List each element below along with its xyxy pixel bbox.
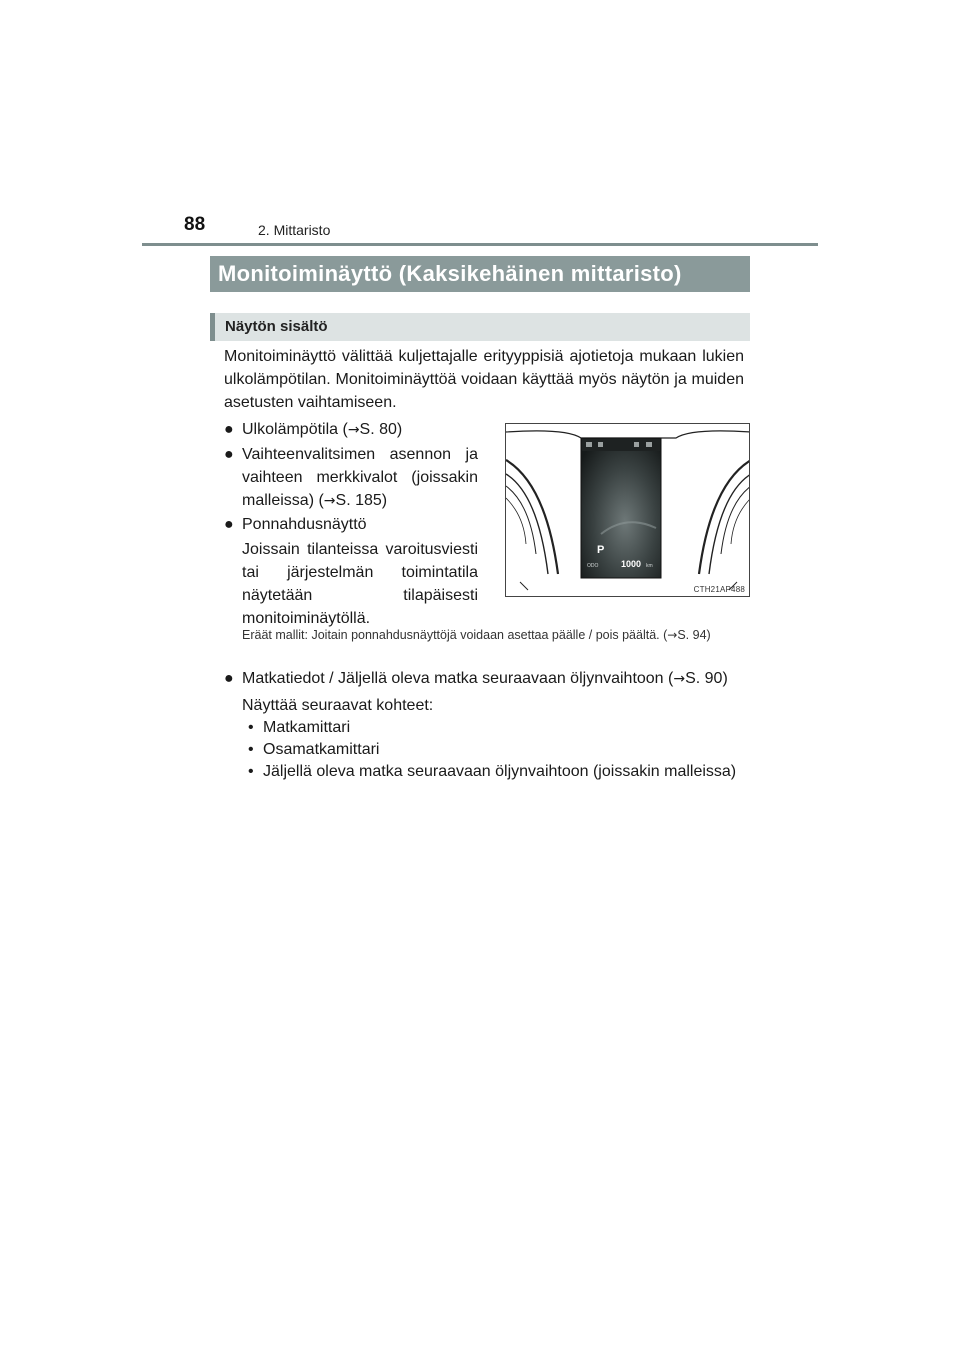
bullet-shift-position — [224, 443, 478, 513]
bullet-dot: ● — [224, 670, 234, 687]
display-items-list — [248, 717, 736, 783]
shows-heading: Näyttää seuraavat kohteet: — [242, 697, 434, 714]
bullet-text: Matkatiedot / Jäljellä oleva matka seuraavaan öljynvaihtoon ( — [242, 670, 674, 687]
list-item: • Matkamittari — [248, 717, 736, 739]
odo-label: ODO — [587, 563, 599, 569]
arrow-glyph: → — [673, 671, 686, 687]
right-gauge — [699, 460, 750, 590]
bullet-text: Ponnahdusnäyttö — [242, 516, 367, 533]
figure-code: CTH21AP488 — [693, 585, 745, 594]
bullet-trip-information — [224, 667, 744, 691]
page-reference-link[interactable]: S. 90) — [685, 670, 728, 687]
instrument-cluster-figure — [505, 423, 750, 597]
bullet-outside-temperature — [224, 418, 478, 442]
arrow-glyph: → — [667, 628, 678, 642]
arrow-glyph: → — [323, 493, 336, 509]
list-item: • Osamatkamittari — [248, 739, 736, 761]
list-item: • Jäljellä oleva matka seuraavaan öljynvaihtoon (joissakin malleissa) — [248, 761, 736, 783]
left-gauge — [506, 460, 558, 590]
section-title: Monitoiminäyttö (Kaksikehäinen mittaristo) — [210, 256, 750, 292]
intro-paragraph: Monitoiminäyttö välittää kuljettajalle erityyppisiä ajotietoja mukaan lukien ulkolämpötilan. Monitoiminäyttöä voidaan käyttää myös näytön ja muiden asetusten vaihtamiseen. — [224, 348, 744, 411]
note-text: Eräät mallit: Joitain ponnahdusnäyttöjä voidaan asettaa päälle / pois päältä. ( — [242, 628, 668, 642]
bullet-popup-display — [224, 513, 478, 536]
gear-indicator: P — [597, 544, 605, 556]
popup-note — [242, 628, 747, 643]
odometer-unit: km — [646, 563, 653, 569]
multi-information-display — [581, 438, 661, 578]
header-rule — [142, 243, 818, 246]
bullet-dot: ● — [224, 421, 234, 438]
bullet-text: Ulkolämpötila ( — [242, 421, 348, 438]
bullet-dot: ● — [224, 516, 234, 533]
cluster-illustration — [506, 424, 750, 597]
popup-description: Joissain tilanteissa varoitusviesti tai järjestelmän toimintatila näytetään tilapäisesti monitoiminäytöllä. — [242, 541, 478, 627]
page-reference-link[interactable]: S. 80) — [359, 421, 403, 438]
hood-outline — [506, 431, 750, 438]
subsection-title: Näytön sisältö — [210, 313, 750, 341]
page-number: 88 — [184, 214, 206, 235]
bullet-text: Vaihteenvalitsimen asennon ja vaihteen merkkivalot (joissakin malleissa) ( — [242, 446, 478, 509]
chapter-title: 2. Mittaristo — [258, 222, 331, 238]
bullet-dot: ● — [224, 446, 234, 463]
arrow-glyph: → — [347, 422, 360, 438]
page-reference-link[interactable]: S. 185) — [335, 492, 388, 509]
page-reference-link[interactable]: S. 94) — [677, 628, 711, 642]
odometer-value: 1000 — [621, 559, 642, 569]
